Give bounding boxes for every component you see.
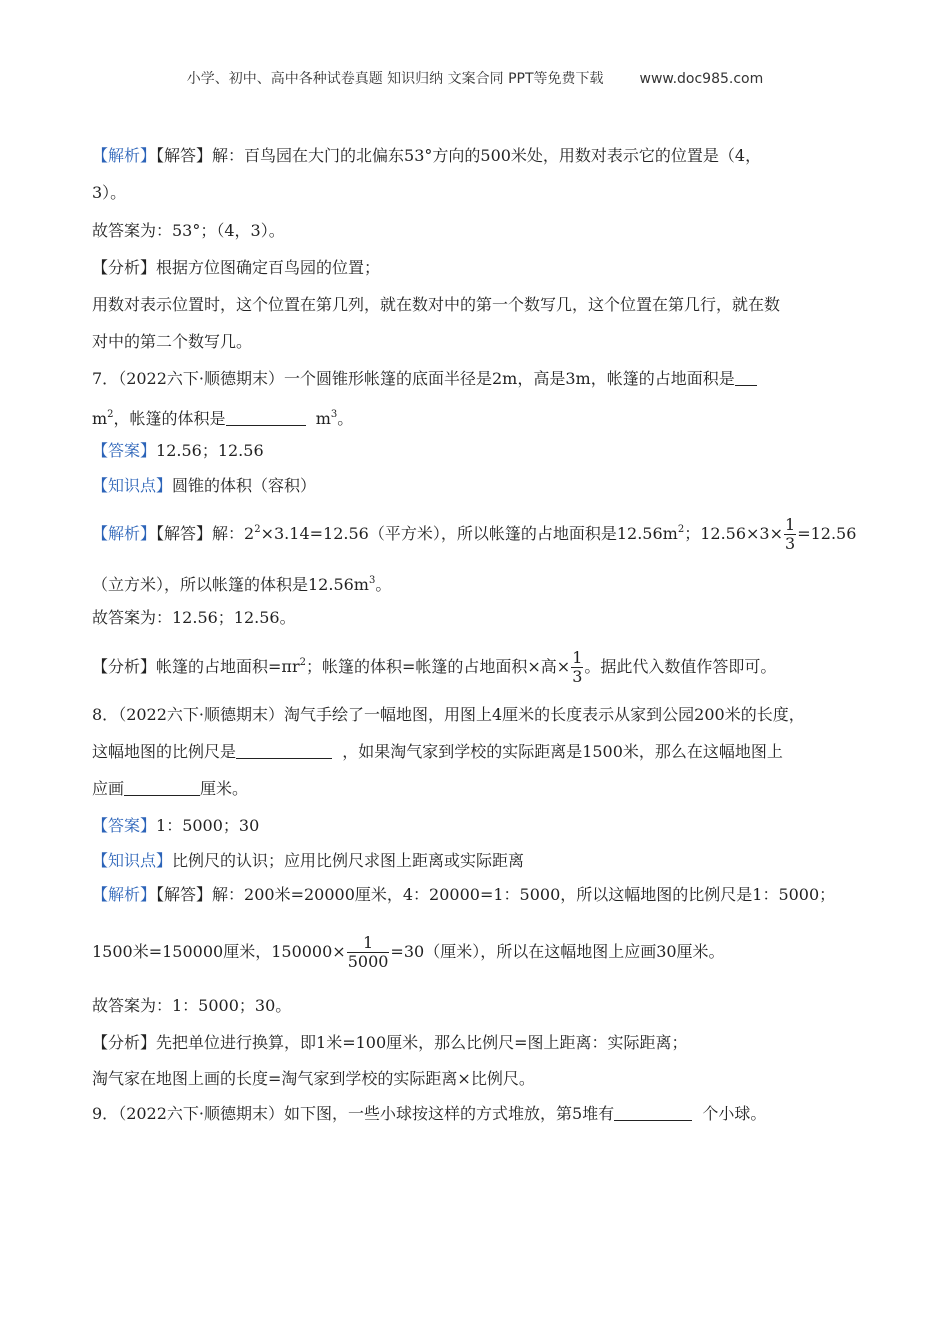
fraction — [347, 934, 390, 971]
exp: 2 — [299, 657, 306, 668]
q7-stem-text2: ，帐篷的体积是 — [113, 409, 226, 428]
q7-jiexi-2a: （立方米），所以帐篷的体积是12.56m — [92, 575, 369, 594]
q7-knowledge — [92, 475, 316, 497]
q8-blank-2[interactable] — [124, 778, 200, 796]
q7-fenxi-c: 。据此代入数值作答即可。 — [584, 657, 777, 676]
label-daan: 【答案】 — [92, 441, 157, 460]
frac-num: 1 — [347, 934, 390, 953]
unit-m: m — [315, 409, 331, 428]
frac-num: 1 — [572, 648, 583, 667]
unit-m: m — [92, 409, 108, 428]
header-site[interactable]: www.doc985.com — [639, 71, 764, 87]
fraction — [571, 649, 583, 686]
q7-source: （2022六下·顺德期末） — [118, 369, 284, 388]
exp: 3 — [368, 575, 376, 586]
q6-answer-line: 故答案为：53°；（4，3）。 — [92, 221, 285, 240]
q7-fenxi-a: 帐篷的占地面积=πr — [156, 657, 300, 676]
q8-stem-line3 — [92, 778, 248, 800]
label-jieda: 【解答】 — [156, 524, 213, 543]
q9-blank[interactable] — [614, 1103, 692, 1121]
q7-blank-2[interactable] — [226, 408, 306, 426]
q9-stem-a: 如下图，一些小球按这样的方式堆放，第5堆有 — [284, 1104, 615, 1123]
q7-jiexi-b: ×3.14=12.56（平方米），所以帐篷的占地面积是12.56m — [260, 524, 678, 543]
q8-jiexi-text: 解：200米=20000厘米，4：20000=1：5000，所以这幅地图的比例尺是1：5000； — [212, 885, 836, 904]
q8-stem-3b: 厘米。 — [200, 779, 249, 798]
q8-stem-2a: 这幅地图的比例尺是 — [92, 742, 237, 761]
q8-fenxi-line2: 淘气家在地图上画的长度=淘气家到学校的实际距离×比例尺。 — [92, 1069, 535, 1088]
label-jiexi: 【解析】 — [92, 146, 157, 165]
q8-answer-text: 1：5000；30 — [156, 816, 260, 835]
q7-jiexi-c: ；12.56×3× — [684, 524, 784, 543]
q7-answer-text: 12.56；12.56 — [156, 441, 264, 460]
q6-jiexi-text: 解：百鸟园在大门的北偏东53°方向的500米处，用数对表示它的位置是（4， — [212, 146, 762, 165]
exp: 2 — [677, 524, 685, 535]
q8-source: （2022六下·顺德期末） — [118, 705, 284, 724]
q8-number: 8． — [92, 705, 119, 724]
label-zhishi: 【知识点】 — [92, 851, 173, 870]
q7-fenxi-line — [92, 643, 776, 687]
frac-num: 1 — [785, 515, 796, 534]
q8-blank-1[interactable] — [236, 741, 332, 759]
label-fenxi: 【分析】 — [92, 1033, 157, 1052]
q8-jiexi-line1 — [92, 884, 835, 906]
q8-fenxi-line1 — [92, 1032, 688, 1054]
q7-blank-1[interactable] — [735, 368, 757, 386]
q7-answer-line: 故答案为：12.56；12.56。 — [92, 608, 296, 627]
exp: 3 — [330, 409, 338, 420]
q9-source: （2022六下·顺德期末） — [118, 1104, 284, 1123]
q8-knowledge — [92, 850, 524, 872]
q7-answer — [92, 440, 264, 462]
q6-fenxi-line2: 用数对表示位置时，这个位置在第几列，就在数对中的第一个数写几，这个位置在第几行，就在数 — [92, 295, 781, 314]
exp: 2 — [107, 409, 114, 420]
label-zhishi: 【知识点】 — [92, 476, 173, 495]
q7-number: 7． — [92, 369, 119, 388]
label-jiexi: 【解析】 — [92, 524, 157, 543]
q8-stem-3a: 应画 — [92, 779, 125, 798]
q7-stem-text: 一个圆锥形帐篷的底面半径是2m，高是3m，帐篷的占地面积是 — [284, 369, 735, 388]
q8-knowledge-text: 比例尺的认识；应用比例尺求图上距离或实际距离 — [172, 851, 525, 870]
q8-jiexi-2b: =30（厘米），所以在这幅地图上应画30厘米。 — [390, 942, 725, 961]
q8-stem-line1 — [92, 704, 805, 726]
q7-fenxi-b: ；帐篷的体积=帐篷的占地面积×高× — [305, 657, 571, 676]
q8-stem-line2 — [92, 741, 783, 763]
period: 。 — [375, 575, 392, 594]
frac-den: 3 — [785, 534, 796, 553]
fraction — [784, 516, 796, 553]
q7-jiexi-a: 解：2 — [212, 524, 255, 543]
q6-jiexi-line1 — [92, 145, 761, 167]
q6-jiexi-line2: 3）。 — [92, 183, 127, 202]
q9-number: 9． — [92, 1104, 119, 1123]
period: 。 — [337, 409, 354, 428]
q6-fenxi-text: 根据方位图确定百鸟园的位置； — [156, 258, 381, 277]
label-jiexi: 【解析】 — [92, 885, 157, 904]
page-header — [0, 68, 950, 88]
q9-stem-b: 个小球。 — [702, 1104, 767, 1123]
q8-answer — [92, 815, 259, 837]
label-jieda: 【解答】 — [156, 885, 213, 904]
q8-fenxi-text: 先把单位进行换算，即1米=100厘米，那么比例尺=图上距离：实际距离； — [156, 1033, 688, 1052]
label-daan: 【答案】 — [92, 816, 157, 835]
exp: 2 — [254, 524, 261, 535]
q8-answer-line: 故答案为：1：5000；30。 — [92, 996, 292, 1015]
label-jieda: 【解答】 — [156, 146, 213, 165]
label-fenxi: 【分析】 — [92, 657, 157, 676]
frac-den: 5000 — [347, 952, 389, 971]
q6-fenxi-line3: 对中的第二个数写几。 — [92, 332, 253, 351]
q7-knowledge-text: 圆锥的体积（容积） — [172, 476, 317, 495]
q7-stem-line1 — [92, 368, 757, 390]
label-fenxi: 【分析】 — [92, 258, 157, 277]
q8-jiexi-2a: 1500米=150000厘米，150000× — [92, 942, 346, 961]
q8-stem-2b: ，如果淘气家到学校的实际距离是1500米，那么在这幅地图上 — [342, 742, 783, 761]
q8-jiexi-line2 — [92, 932, 725, 972]
q7-jiexi-d: =12.56 — [797, 524, 857, 543]
q8-stem-text: 淘气手绘了一幅地图，用图上4厘米的长度表示从家到公园200米的长度， — [284, 705, 805, 724]
q7-jiexi-line2 — [92, 570, 391, 596]
q7-jiexi-line1 — [92, 510, 856, 554]
q7-stem-line2 — [92, 404, 353, 430]
q6-fenxi-line1 — [92, 257, 380, 279]
frac-den: 3 — [572, 667, 583, 686]
header-text: 小学、初中、高中各种试卷真题 知识归纳 文案合同 PPT等免费下载 — [186, 71, 604, 87]
q9-stem — [92, 1103, 766, 1125]
